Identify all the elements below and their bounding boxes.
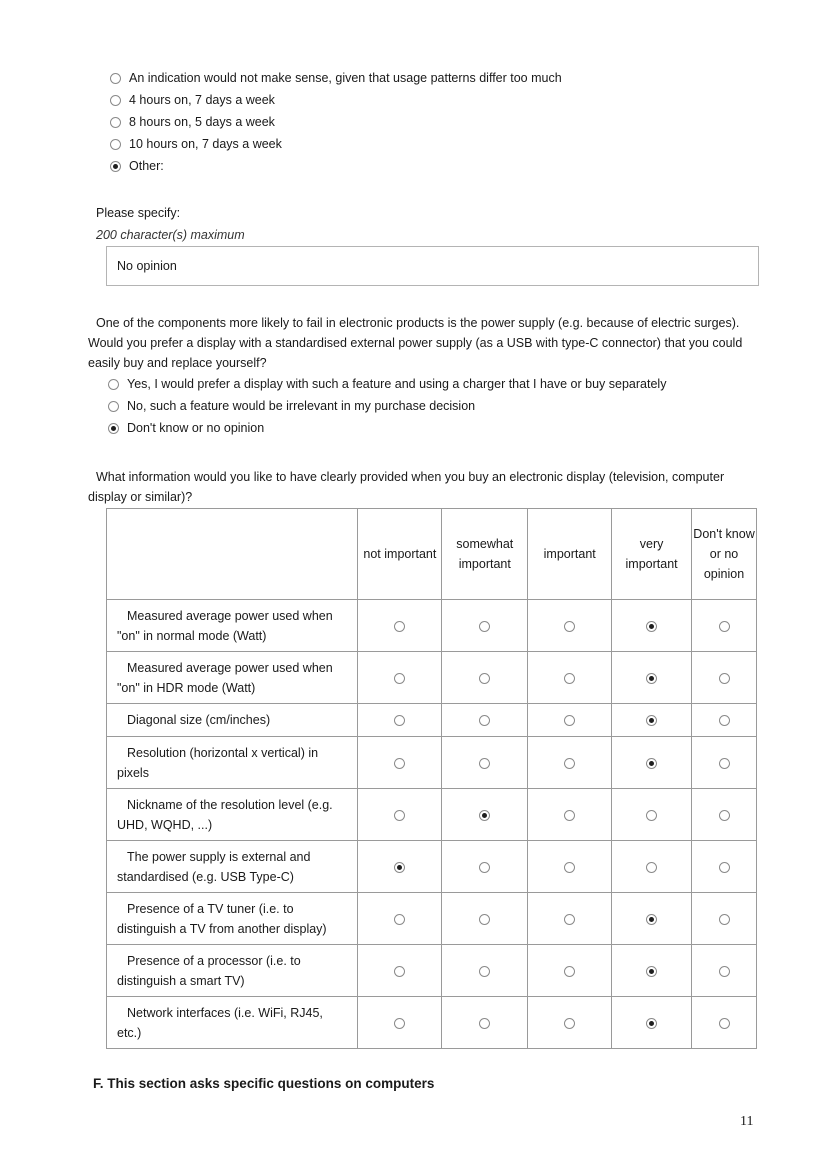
radio-button-selected[interactable]	[646, 621, 657, 632]
rating-cell	[528, 600, 612, 652]
column-header: not important	[358, 509, 442, 600]
radio-button[interactable]	[564, 673, 575, 684]
corner-cell	[107, 509, 358, 600]
option-label: Other:	[129, 159, 164, 173]
row-label-text: Diagonal size (cm/inches)	[127, 713, 271, 727]
rating-cell	[442, 704, 528, 737]
rating-cell	[442, 652, 528, 704]
option-label: An indication would not make sense, given that usage patterns differ too much	[129, 71, 562, 85]
radio-button[interactable]	[719, 715, 730, 726]
q1-option-1[interactable]	[110, 93, 275, 107]
question3-text	[88, 467, 756, 507]
radio-button-selected[interactable]	[646, 1018, 657, 1029]
page-number: 11	[740, 1114, 754, 1129]
row-label-text: Network interfaces (i.e. WiFi, RJ45, etc.)	[117, 1005, 323, 1040]
question2-text	[88, 313, 756, 373]
q2-option-0[interactable]	[108, 377, 666, 391]
rating-cell	[692, 893, 757, 945]
radio-button[interactable]	[719, 621, 730, 632]
rating-cell	[612, 841, 692, 893]
radio-button[interactable]	[394, 966, 405, 977]
rating-cell	[612, 997, 692, 1049]
row-label-text: Nickname of the resolution level (e.g. UHD, WQHD, ...)	[117, 797, 333, 832]
radio-button-selected[interactable]	[108, 423, 119, 434]
rating-cell	[692, 841, 757, 893]
row-label	[107, 600, 358, 652]
table-row	[107, 841, 757, 893]
q2-option-1[interactable]	[108, 399, 475, 413]
column-header: somewhat important	[442, 509, 528, 600]
table-row	[107, 600, 757, 652]
radio-button[interactable]	[479, 621, 490, 632]
q1-option-4[interactable]	[110, 159, 164, 173]
radio-button[interactable]	[564, 758, 575, 769]
radio-button[interactable]	[394, 758, 405, 769]
radio-button[interactable]	[646, 862, 657, 873]
radio-button-selected[interactable]	[646, 758, 657, 769]
radio-button-selected[interactable]	[479, 810, 490, 821]
rating-cell	[692, 652, 757, 704]
option-label: 4 hours on, 7 days a week	[129, 93, 275, 107]
rating-cell	[358, 789, 442, 841]
rating-cell	[358, 893, 442, 945]
q2-option-2[interactable]	[108, 421, 264, 435]
q1-option-0[interactable]	[110, 71, 562, 85]
radio-button[interactable]	[108, 401, 119, 412]
radio-button-selected[interactable]	[646, 966, 657, 977]
row-label	[107, 652, 358, 704]
table-row	[107, 789, 757, 841]
radio-button-selected[interactable]	[646, 673, 657, 684]
column-header: important	[528, 509, 612, 600]
row-label-text: Presence of a processor (i.e. to distinguish a smart TV)	[117, 953, 301, 988]
rating-cell	[442, 893, 528, 945]
radio-button[interactable]	[719, 810, 730, 821]
radio-button[interactable]	[110, 73, 121, 84]
radio-button[interactable]	[394, 673, 405, 684]
question3-body: What information would you like to have clearly provided when you buy an electronic display (television, computer display or similar)?	[88, 470, 725, 504]
radio-button[interactable]	[110, 139, 121, 150]
radio-button[interactable]	[479, 715, 490, 726]
table-row	[107, 652, 757, 704]
rating-cell	[612, 600, 692, 652]
rating-cell	[528, 789, 612, 841]
rating-cell	[692, 997, 757, 1049]
radio-button[interactable]	[394, 1018, 405, 1029]
rating-cell	[612, 893, 692, 945]
row-label-text: The power supply is external and standardised (e.g. USB Type-C)	[117, 849, 311, 884]
radio-button-selected[interactable]	[646, 914, 657, 925]
column-header: very important	[612, 509, 692, 600]
rating-cell	[442, 997, 528, 1049]
option-label: 8 hours on, 5 days a week	[129, 115, 275, 129]
radio-button[interactable]	[564, 966, 575, 977]
option-label: Yes, I would prefer a display with such a feature and using a charger that I have or buy separately	[127, 377, 667, 391]
radio-button[interactable]	[479, 914, 490, 925]
radio-button[interactable]	[719, 862, 730, 873]
rating-cell	[442, 789, 528, 841]
row-label-text: Resolution (horizontal x vertical) in pixels	[117, 745, 319, 780]
q1-option-2[interactable]	[110, 115, 275, 129]
rating-cell	[442, 600, 528, 652]
rating-cell	[528, 945, 612, 997]
radio-button[interactable]	[479, 966, 490, 977]
radio-button[interactable]	[564, 1018, 575, 1029]
radio-button[interactable]	[394, 810, 405, 821]
radio-button[interactable]	[564, 715, 575, 726]
rating-cell	[358, 997, 442, 1049]
rating-cell	[612, 652, 692, 704]
rating-cell	[442, 841, 528, 893]
rating-cell	[612, 737, 692, 789]
table-row	[107, 945, 757, 997]
radio-button[interactable]	[108, 379, 119, 390]
rating-cell	[692, 600, 757, 652]
table-row	[107, 997, 757, 1049]
radio-button[interactable]	[564, 914, 575, 925]
row-label	[107, 893, 358, 945]
row-label	[107, 997, 358, 1049]
radio-button[interactable]	[394, 621, 405, 632]
rating-cell	[692, 945, 757, 997]
radio-button[interactable]	[719, 758, 730, 769]
importance-grid	[106, 508, 757, 1049]
row-label	[107, 789, 358, 841]
q1-option-3[interactable]	[110, 137, 282, 151]
radio-button[interactable]	[564, 621, 575, 632]
section-heading: F. This section asks specific questions on computers	[93, 1076, 435, 1091]
table-row	[107, 737, 757, 789]
rating-cell	[528, 841, 612, 893]
row-label	[107, 945, 358, 997]
radio-button-selected[interactable]	[646, 715, 657, 726]
radio-button[interactable]	[110, 95, 121, 106]
radio-button[interactable]	[719, 1018, 730, 1029]
row-label	[107, 737, 358, 789]
radio-button[interactable]	[646, 810, 657, 821]
row-label-text: Measured average power used when "on" in normal mode (Watt)	[117, 608, 333, 643]
radio-button[interactable]	[394, 715, 405, 726]
rating-cell	[692, 789, 757, 841]
specify-input[interactable]: No opinion	[106, 246, 759, 286]
rating-cell	[528, 737, 612, 789]
rating-cell	[528, 997, 612, 1049]
radio-button[interactable]	[479, 862, 490, 873]
radio-button[interactable]	[479, 758, 490, 769]
specify-hint: 200 character(s) maximum	[96, 228, 245, 242]
rating-cell	[358, 737, 442, 789]
row-label-text: Presence of a TV tuner (i.e. to distinguish a TV from another display)	[117, 901, 327, 936]
rating-cell	[612, 789, 692, 841]
rating-cell	[528, 893, 612, 945]
radio-button[interactable]	[110, 117, 121, 128]
rating-cell	[358, 704, 442, 737]
rating-cell	[528, 652, 612, 704]
rating-cell	[358, 841, 442, 893]
rating-cell	[358, 945, 442, 997]
rating-cell	[612, 945, 692, 997]
row-label	[107, 704, 358, 737]
row-label-text: Measured average power used when "on" in HDR mode (Watt)	[117, 660, 333, 695]
rating-cell	[612, 704, 692, 737]
table-row	[107, 893, 757, 945]
radio-button[interactable]	[564, 862, 575, 873]
column-header: Don't know or no opinion	[692, 509, 757, 600]
radio-button[interactable]	[719, 673, 730, 684]
radio-button[interactable]	[719, 966, 730, 977]
row-label	[107, 841, 358, 893]
rating-cell	[442, 737, 528, 789]
radio-button[interactable]	[394, 914, 405, 925]
radio-button[interactable]	[479, 1018, 490, 1029]
rating-cell	[442, 945, 528, 997]
question2-body: One of the components more likely to fail in electronic products is the power supply (e.g. because of electric surges). Would you prefer a display with a standardised external power supply (as a USB with type-C connector) that you could easily buy and replace yourself?	[88, 316, 743, 370]
radio-button[interactable]	[479, 673, 490, 684]
option-label: 10 hours on, 7 days a week	[129, 137, 282, 151]
specify-label: Please specify:	[96, 206, 181, 220]
option-label: No, such a feature would be irrelevant in my purchase decision	[127, 399, 476, 413]
radio-button-selected[interactable]	[110, 161, 121, 172]
rating-cell	[358, 652, 442, 704]
radio-button-selected[interactable]	[394, 862, 405, 873]
table-row	[107, 704, 757, 737]
rating-cell	[692, 704, 757, 737]
radio-button[interactable]	[564, 810, 575, 821]
rating-cell	[358, 600, 442, 652]
radio-button[interactable]	[719, 914, 730, 925]
rating-cell	[692, 737, 757, 789]
rating-cell	[528, 704, 612, 737]
option-label: Don't know or no opinion	[127, 421, 265, 435]
